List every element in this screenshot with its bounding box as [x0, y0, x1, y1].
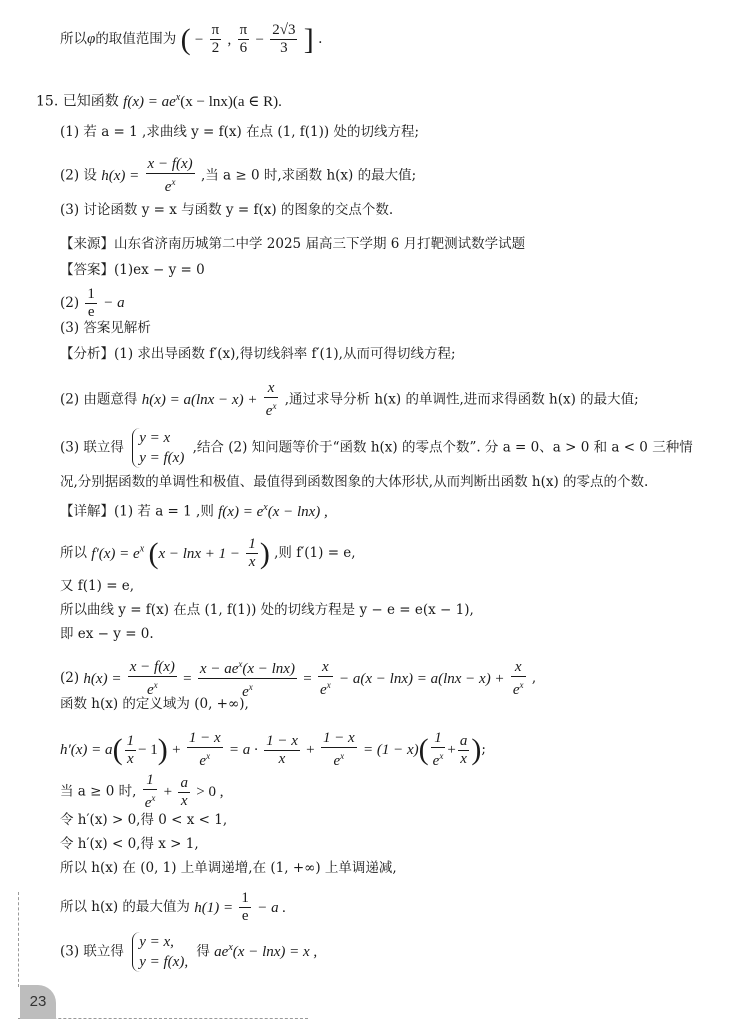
analysis-4: [60, 472, 648, 492]
text: (3) 讨论函数 y = x 与函数 y = f(x) 的图象的交点个数.: [60, 202, 394, 218]
text: 【详解】(1) 若 a = 1 ,则: [60, 503, 214, 520]
formula: f′(x) = e: [91, 545, 140, 562]
fraction: $\frac{\pi}{6}$: [239, 22, 248, 56]
text: (2): [60, 670, 80, 686]
analysis-2: [60, 380, 639, 420]
source: 【来源】山东省济南历城第二中学 2025 届高三下学期 6 月打靶测试数学试题: [60, 236, 526, 252]
bracket: ): [471, 733, 482, 766]
text: (2) 由题意得: [60, 391, 138, 408]
text: 所以 h(x) 的最大值为: [60, 899, 190, 915]
formula: (x − lnx) = x ,: [232, 944, 318, 960]
text: ,: [531, 670, 537, 686]
plus: +: [447, 742, 456, 758]
max-line: [60, 890, 286, 925]
fraction: $\frac{1}{x}$: [126, 732, 135, 767]
text: 函数 h(x) 的定义域为 (0, +∞),: [60, 696, 249, 712]
sup: x: [228, 942, 233, 953]
text: 所以 h(x) 在 (0, 1) 上单调递增,在 (1, +∞) 上单调递减,: [60, 860, 397, 876]
minus: −: [255, 31, 264, 48]
answer-3: [60, 318, 151, 338]
text: 所以: [60, 545, 87, 561]
text: (3) 联立得: [60, 439, 124, 456]
bracket: (: [418, 733, 429, 766]
range-line: [60, 22, 322, 57]
text: 所以: [60, 31, 87, 47]
fraction: $\frac{1}{x}$: [248, 536, 256, 570]
part-1: [60, 122, 419, 142]
fraction: $\frac{x}{e^x}$: [265, 380, 277, 419]
fraction: $\frac{x}{e^x}$: [512, 658, 524, 698]
text: (3) 答案见解析: [60, 320, 151, 336]
source-line: [60, 234, 525, 254]
fraction: $\frac{x - f(x)}{e^x}$: [147, 156, 193, 195]
text: .: [318, 31, 323, 47]
sup: x: [263, 502, 268, 513]
text: 所以曲线 y = f(x) 在点 (1, f(1)) 处的切线方程是 y − e = e(x − 1),: [60, 602, 474, 618]
formula: > 0 ,: [196, 784, 224, 800]
question-label: 15. 已知函数: [36, 93, 119, 110]
formula: (x − lnx)(a ∈ R).: [180, 93, 282, 110]
page-border-bottom: [18, 1018, 308, 1019]
bracket: ): [259, 536, 270, 570]
derivative-line: [60, 730, 486, 770]
bracket: (: [148, 536, 159, 570]
fraction: $\frac{1}{e^x}$: [144, 772, 156, 811]
formula: h(1) =: [194, 899, 234, 916]
formula: (x − lnx) ,: [267, 504, 328, 520]
text: 令 h′(x) < 0,得 x > 1,: [60, 836, 199, 852]
formula: = (1 − x): [363, 742, 419, 758]
text: (2) 设: [60, 167, 97, 184]
text: 又 f(1) = e,: [60, 578, 135, 594]
bracket: (: [180, 22, 191, 56]
formula: − 1: [138, 742, 158, 758]
phi-symbol: φ: [87, 31, 96, 47]
comma: ,: [227, 31, 232, 48]
text: ,则 f′(1) = e,: [274, 545, 356, 561]
text: 况,分别据函数的单调性和极值、最值得到函数图象的大体形状,从而判断出函数 h(x) 的零点的个数.: [60, 474, 649, 490]
fraction: $\frac{a}{x}$: [180, 774, 188, 809]
text: 【答案】(1)ex − y = 0: [60, 262, 205, 278]
minus: −: [194, 31, 204, 48]
text: ,当 a ≥ 0 时,求函数 h(x) 的最大值;: [200, 167, 417, 184]
fraction: $\frac{x - ae^x(x - \ln x)}{e^x}$: [198, 656, 297, 701]
bracket: ): [157, 733, 168, 766]
answer-1: [60, 260, 205, 280]
formula: h′(x) = a: [60, 742, 113, 758]
fraction: $\frac{1 - x}{e^x}$: [322, 730, 355, 769]
sup: x: [139, 543, 145, 555]
formula: = a ·: [228, 742, 258, 758]
increase-line: [60, 810, 227, 830]
formula: h(x) =: [83, 670, 122, 687]
question-15: [36, 88, 282, 112]
formula: x − lnx + 1 −: [158, 545, 241, 562]
formula: h(x) =: [101, 168, 140, 184]
fraction: $\frac{1 - x}{e^x}$: [188, 730, 221, 769]
formula: f(x) = e: [218, 504, 264, 520]
sign-line: [60, 772, 223, 812]
plus: +: [306, 742, 315, 758]
detail-3: [60, 576, 134, 596]
text: ,结合 (2) 知问题等价于“函数 h(x) 的零点个数”. 分 a = 0、a > 0 和 a < 0 三种情: [192, 439, 693, 456]
answer-2: [60, 286, 125, 321]
fraction: $\frac{a}{x}$: [459, 732, 468, 767]
text: 令 h′(x) > 0,得 0 < x < 1,: [60, 812, 228, 828]
system-of-equations: y = x y = f(x): [132, 428, 184, 468]
text: (3) 联立得: [60, 943, 124, 960]
system-line: [60, 932, 317, 972]
fraction: $\frac{1}{e}$: [241, 890, 249, 924]
text: 【分析】(1) 求出导函数 f′(x),得切线斜率 f′(1),从而可得切线方程;: [60, 346, 456, 362]
equals: =: [183, 670, 192, 687]
formula: ae: [214, 944, 229, 960]
fraction: $\frac{1 - x}{x}$: [266, 732, 298, 767]
part-3: [60, 200, 393, 220]
text: 的取值范围为: [95, 31, 177, 47]
formula: − a .: [257, 899, 287, 916]
detail-4: [60, 600, 474, 620]
equals: =: [303, 670, 312, 687]
decrease-line: [60, 834, 199, 854]
fraction: $\frac{1}{e^x}$: [432, 730, 444, 769]
fraction: $\frac{x - f(x)}{e^x}$: [129, 658, 175, 698]
analysis-1: [60, 344, 456, 364]
text: 得: [196, 943, 210, 960]
text: (1) 若 a = 1 ,求曲线 y = f(x) 在点 (1, f(1)) 处的切线方程;: [60, 124, 420, 140]
text: ,通过求导分析 h(x) 的单调性,进而求得函数 h(x) 的最大值;: [284, 391, 639, 408]
text: ;: [481, 741, 486, 758]
page-border-left: [18, 892, 19, 987]
fraction: $\frac{x}{e^x}$: [320, 658, 331, 698]
text: (2): [60, 295, 80, 311]
detail-1: [60, 498, 328, 522]
part-2: [60, 156, 416, 196]
page-number: 23: [20, 985, 56, 1019]
plus: +: [163, 784, 173, 800]
fraction: $\frac{2√3}{3}$: [272, 22, 296, 56]
domain-line: [60, 694, 249, 714]
monotonic-line: [60, 858, 397, 878]
text: 即 ex − y = 0.: [60, 626, 154, 642]
text: − a: [103, 295, 125, 311]
text: 当 a ≥ 0 时,: [60, 783, 137, 800]
fraction: $\frac{\pi}{2}$: [211, 22, 220, 56]
formula: − a(x − lnx) = a(lnx − x) +: [339, 670, 505, 687]
detail-5: [60, 624, 154, 644]
plus: +: [172, 742, 181, 758]
formula: f(x) = ae: [123, 93, 176, 110]
system-of-equations: y = x, y = f(x),: [132, 932, 188, 972]
analysis-3: [60, 428, 693, 468]
detail-2: [60, 536, 356, 571]
fraction: $\frac{1}{e}$: [87, 286, 95, 320]
bracket: (: [112, 733, 123, 766]
sup: x: [175, 92, 181, 103]
bracket: ]: [303, 22, 314, 56]
formula: h(x) = a(lnx − x) +: [141, 392, 258, 408]
